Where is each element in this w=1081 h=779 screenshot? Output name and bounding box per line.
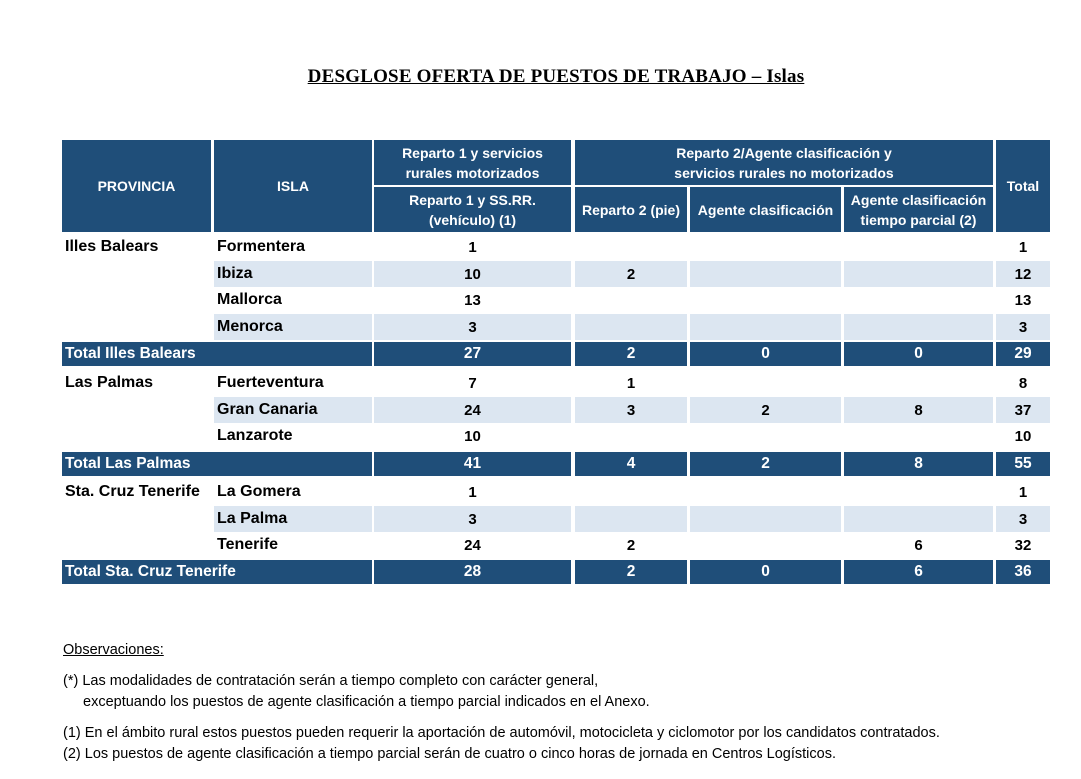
header-reparto1-line1: Reparto 1 y SS.RR. xyxy=(409,191,536,208)
total-row-label: Total Las Palmas xyxy=(62,452,372,476)
total-cell-r2: 4 xyxy=(575,452,687,476)
table-cell-ag xyxy=(690,480,841,504)
table-cell-r1: 1 xyxy=(468,238,477,256)
total-cell-r1: 28 xyxy=(374,560,571,584)
total-cell-agtp: 6 xyxy=(844,560,993,584)
table-cell-r1: 24 xyxy=(374,397,571,423)
table-cell-r2 xyxy=(575,288,687,312)
table-cell-agtp xyxy=(844,235,993,259)
header-isla-label: ISLA xyxy=(277,178,309,194)
header-group2-line2: servicios rurales no motorizados xyxy=(674,164,894,181)
header-group2-line1: Reparto 2/Agente clasificación y xyxy=(676,144,892,161)
table-cell-isla: Menorca xyxy=(214,314,372,340)
table-cell-agtp xyxy=(844,506,993,532)
table-cell-provincia xyxy=(62,314,211,340)
table-cell-total: 13 xyxy=(1014,291,1032,309)
table-cell-total: 1 xyxy=(1018,483,1028,501)
table-cell-ag: 2 xyxy=(690,397,841,423)
observaciones xyxy=(63,640,940,765)
header-agente-tp-line1: Agente clasificación xyxy=(850,191,987,208)
table-cell-r2: 1 xyxy=(626,374,636,392)
table-cell-isla: Formentera xyxy=(217,238,306,255)
table-cell-r2 xyxy=(575,314,687,340)
table-cell-ag xyxy=(690,288,841,312)
total-cell-ag: 0 xyxy=(690,342,841,366)
table-cell-agtp: 6 xyxy=(914,536,923,554)
header-group-motorizados xyxy=(374,140,571,185)
observaciones-title: Observaciones: xyxy=(63,642,164,658)
table-cell-r2: 2 xyxy=(626,536,636,554)
table-cell-total: 10 xyxy=(1014,427,1032,445)
total-cell-agtp: 8 xyxy=(844,452,993,476)
header-reparto2 xyxy=(575,187,687,232)
header-reparto1-line2: (vehículo) (1) xyxy=(428,211,517,228)
header-total xyxy=(996,140,1050,232)
table-cell-total: 37 xyxy=(996,397,1050,423)
header-provincia xyxy=(62,140,211,232)
table-cell-r1: 10 xyxy=(374,261,571,287)
header-group1-line1: Reparto 1 y servicios xyxy=(402,144,543,161)
header-reparto1 xyxy=(374,187,571,232)
note-1: (1) En el ámbito rural estos puestos pueden requerir la aportación de automóvil, motocicleta y ciclomotor por los candidatos contratados. xyxy=(63,725,940,741)
table-cell-r1: 3 xyxy=(374,314,571,340)
table-cell-ag xyxy=(690,424,841,448)
table-cell-ag xyxy=(690,533,841,557)
table-cell-agtp xyxy=(844,288,993,312)
total-cell-r2: 2 xyxy=(575,560,687,584)
total-row-label: Total Illes Balears xyxy=(62,342,372,366)
table-cell-agtp xyxy=(844,424,993,448)
header-total-label: Total xyxy=(1006,178,1040,194)
table-cell-ag xyxy=(690,261,841,287)
total-cell-r2: 2 xyxy=(575,342,687,366)
table-cell-ag xyxy=(690,371,841,395)
table-cell-isla: Fuerteventura xyxy=(217,374,324,391)
table-cell-r1: 7 xyxy=(468,374,477,392)
table-cell-total: 3 xyxy=(996,506,1050,532)
table-cell-total: 3 xyxy=(996,314,1050,340)
table-cell-provincia xyxy=(62,506,211,532)
table-cell-r1: 13 xyxy=(464,291,481,309)
table-cell-isla: Ibiza xyxy=(214,261,372,287)
header-group1-line2: rurales motorizados xyxy=(405,164,540,181)
page-title: DESGLOSE OFERTA DE PUESTOS DE TRABAJO – Islas xyxy=(307,66,805,87)
table-cell-ag xyxy=(690,235,841,259)
header-provincia-label: PROVINCIA xyxy=(97,178,176,194)
table-cell-isla: Gran Canaria xyxy=(214,397,372,423)
table-cell-provincia: Las Palmas xyxy=(65,374,154,391)
table-cell-r1: 1 xyxy=(468,483,477,501)
header-isla xyxy=(214,140,372,232)
header-agente-label: Agente clasificación xyxy=(697,201,834,218)
table-cell-provincia xyxy=(62,424,211,448)
table-cell-r1: 3 xyxy=(374,506,571,532)
header-group-no-motorizados xyxy=(575,140,993,185)
total-cell-ag: 0 xyxy=(690,560,841,584)
table-cell-r2 xyxy=(575,424,687,448)
note-general-line1: (*) Las modalidades de contratación serán a tiempo completo con carácter general, xyxy=(63,673,599,689)
total-row-label: Total Sta. Cruz Tenerife xyxy=(62,560,372,584)
table-cell-isla: Tenerife xyxy=(217,536,279,553)
table-cell-agtp xyxy=(844,480,993,504)
header-agente-tp-line2: tiempo parcial (2) xyxy=(860,211,977,228)
header-agente xyxy=(690,187,841,232)
total-cell-agtp: 0 xyxy=(844,342,993,366)
table-cell-provincia xyxy=(62,397,211,423)
note-general-line2: exceptuando los puestos de agente clasificación a tiempo parcial indicados en el Anexo. xyxy=(83,694,650,710)
total-cell-total: 36 xyxy=(996,560,1050,584)
table-cell-r1: 10 xyxy=(464,427,481,445)
header-agente-tiempo-parcial xyxy=(844,187,993,232)
table-cell-isla: Lanzarote xyxy=(217,427,293,444)
table-cell-total: 8 xyxy=(1018,374,1028,392)
table-cell-agtp: 8 xyxy=(844,397,993,423)
table-cell-total: 12 xyxy=(996,261,1050,287)
table-cell-provincia xyxy=(62,288,211,312)
total-cell-total: 29 xyxy=(996,342,1050,366)
table-cell-provincia xyxy=(62,533,211,557)
total-cell-total: 55 xyxy=(996,452,1050,476)
table-cell-r1: 24 xyxy=(464,536,481,554)
note-2: (2) Los puestos de agente clasificación a tiempo parcial serán de cuatro o cinco horas de jornada en Centros Logísticos. xyxy=(63,746,836,762)
table-cell-isla: La Gomera xyxy=(217,483,301,500)
table-cell-ag xyxy=(690,506,841,532)
table-cell-isla: Mallorca xyxy=(217,291,282,308)
table-cell-r2: 3 xyxy=(575,397,687,423)
table-cell-r2 xyxy=(575,235,687,259)
table-cell-provincia xyxy=(62,261,211,287)
header-reparto2-label: Reparto 2 (pie) xyxy=(581,201,680,218)
table-cell-r2: 2 xyxy=(575,261,687,287)
total-cell-r1: 27 xyxy=(374,342,571,366)
table-cell-total: 1 xyxy=(1018,238,1028,256)
table-cell-ag xyxy=(690,314,841,340)
table-cell-r2 xyxy=(575,480,687,504)
table-cell-total: 32 xyxy=(1014,536,1032,554)
table-cell-agtp xyxy=(844,314,993,340)
table-cell-agtp xyxy=(844,261,993,287)
table-cell-provincia: Sta. Cruz Tenerife xyxy=(65,483,200,500)
table-cell-provincia: Illes Balears xyxy=(65,238,159,255)
table-cell-isla: La Palma xyxy=(214,506,372,532)
total-cell-ag: 2 xyxy=(690,452,841,476)
table-cell-agtp xyxy=(844,371,993,395)
total-cell-r1: 41 xyxy=(374,452,571,476)
table-cell-r2 xyxy=(575,506,687,532)
